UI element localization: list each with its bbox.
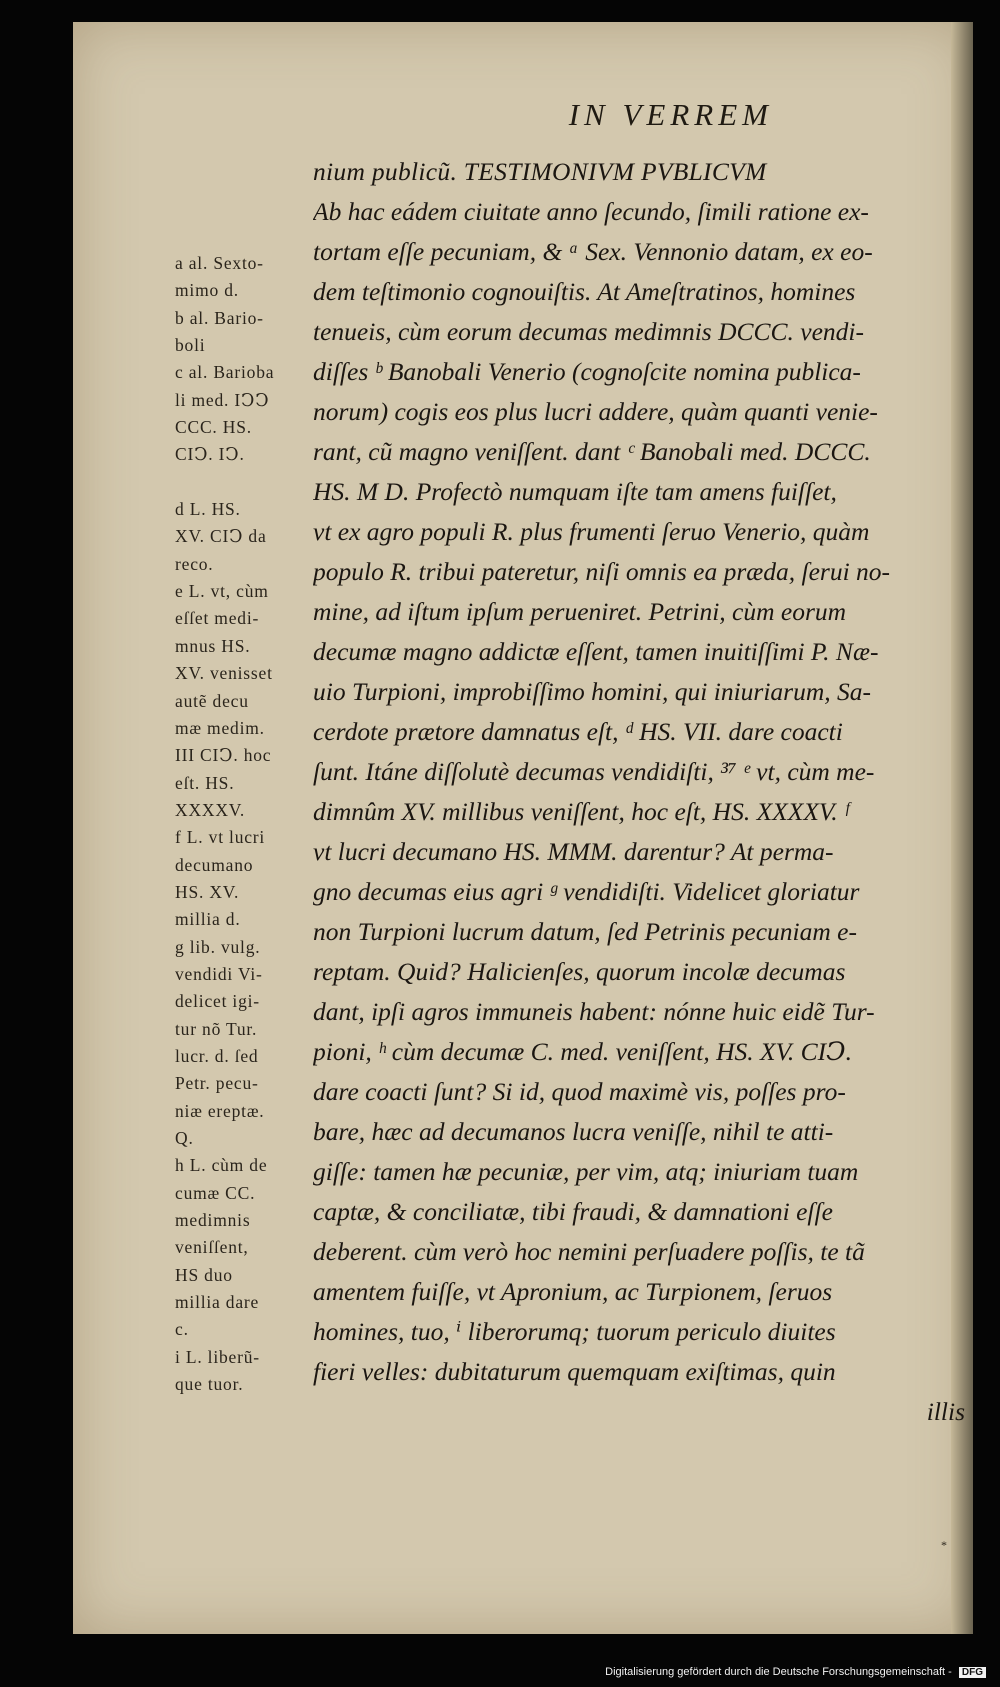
text-line: bare, hæc ad decumanos lucra veniſſe, nihil te atti- xyxy=(313,1117,834,1146)
credit-text: Digitalisierung gefördert durch die Deutsche Forschungsgemeinschaft - xyxy=(605,1666,952,1678)
margin-note-line: mnus HS. xyxy=(175,635,251,656)
text-line: dant, ipſi agros immuneis habent: nónne huic eidẽ Tur- xyxy=(313,997,875,1026)
margin-note-line: decumano xyxy=(175,854,254,875)
text-line: homines, tuo, ⁱ liberorumq; tuorum periculo diuites xyxy=(313,1317,836,1346)
margin-note-line: Q. xyxy=(175,1128,194,1148)
text-line: amentem fuiſſe, vt Apronium, ac Turpionem, ſeruos xyxy=(313,1277,833,1306)
margin-note-line: a al. Sexto- xyxy=(175,253,264,273)
margin-note-line: vendidi Vi- xyxy=(175,963,263,984)
dfg-logo: DFG xyxy=(959,1667,986,1678)
margin-note-line: i L. liberũ- xyxy=(175,1346,260,1367)
margin-note-line: eſt. HS. xyxy=(175,772,235,793)
text-line: mine, ad iſtum ipſum perueniret. Petrini, cùm eorum xyxy=(313,597,847,626)
margin-note-line: CIↃ. IↃ. xyxy=(175,444,245,465)
margin-note-line: boli xyxy=(175,335,206,356)
text-line: decumæ magno addictæ eſſent, tamen inuitiſſimi P. Næ- xyxy=(313,637,879,666)
margin-note-line: c. xyxy=(175,1319,189,1340)
margin-note-line: autẽ decu xyxy=(175,690,249,711)
text-line: dem teſtimonio cognouiſtis. At Ameſtratinos, homines xyxy=(313,277,856,306)
margin-note-line: mimo d. xyxy=(175,280,239,301)
margin-note-line: HS. XV. xyxy=(175,881,240,902)
margin-note-line: XXXXV. xyxy=(175,799,246,820)
margin-note-line: d L. HS. xyxy=(175,499,241,520)
running-header: IN VERREM xyxy=(568,97,773,132)
book-page xyxy=(73,22,973,1634)
text-line: tenueis, cùm eorum decumas medimnis DCCC. vendi- xyxy=(313,317,864,346)
text-line: uio Turpioni, improbiſſimo homini, qui iniuriarum, Sa- xyxy=(313,677,871,706)
margin-note-line: e L. vt, cùm xyxy=(175,581,269,602)
text-line: diſſes ᵇ Banobali Venerio (cognoſcite nomina publica- xyxy=(313,357,861,386)
text-line: dimnûm XV. millibus veniſſent, hoc eſt, HS. XXXXV. ᶠ xyxy=(313,797,849,826)
margin-note-line: mæ medim. xyxy=(175,717,265,738)
text-line: gno decumas eius agri ᵍ vendidiſti. Videlicet gloriatur xyxy=(313,877,860,906)
text-line: populo R. tribui pateretur, niſi omnis ea præda, ſerui no- xyxy=(313,557,891,586)
main-text-block xyxy=(313,152,973,1432)
margin-note-line: tur nõ Tur. xyxy=(175,1018,258,1039)
margin-note-line: eſſet medi- xyxy=(175,608,260,629)
margin-note-line: que tuor. xyxy=(175,1374,244,1395)
text-line: non Turpioni lucrum datum, ſed Petrinis pecuniam e- xyxy=(313,917,857,946)
margin-note-line: XV. CIↃ da xyxy=(175,526,267,547)
text-line: HS. M D. Profectò numquam iſte tam amens fuiſſet, xyxy=(313,477,837,506)
text-line: cerdote prætore damnatus eſt, ᵈ HS. VII. dare coacti xyxy=(313,717,843,746)
text-line: dare coacti ſunt? Si id, quod maximè vis, poſſes pro- xyxy=(313,1077,846,1106)
margin-note-line: Petr. pecu- xyxy=(175,1073,259,1094)
margin-note-line: veniſſent, xyxy=(175,1237,249,1258)
margin-note-line: b al. Bario- xyxy=(175,307,264,328)
text-line: captæ, & conciliatæ, tibi fraudi, & damnationi eſſe xyxy=(313,1197,833,1226)
margin-note-line: li med. IↃↃ xyxy=(175,389,270,410)
margin-note-line: cumæ CC. xyxy=(175,1182,256,1203)
margin-note-line: delicet igi- xyxy=(175,991,260,1012)
text-line: norum) cogis eos plus lucri addere, quàm quanti venie- xyxy=(313,397,878,426)
margin-note-line: CCC. HS. xyxy=(175,417,252,438)
margin-note-line: millia dare xyxy=(175,1292,260,1313)
text-line: ſunt. Itáne diſſolutè decumas vendidiſti, ³⁷ ᵉ vt, cùm me- xyxy=(313,757,875,786)
text-line: vt lucri decumano HS. MMM. darentur? At perma- xyxy=(313,837,834,866)
margin-note-line xyxy=(175,469,320,496)
text-line: illis xyxy=(926,1397,965,1426)
text-line: fieri velles: dubitaturum quemquam exiſtimas, quin xyxy=(313,1357,836,1386)
text-line: tortam eſſe pecuniam, & ᵃ Sex. Vennonio datam, ex eo- xyxy=(313,237,873,266)
margin-note-line: niæ ereptæ. xyxy=(175,1100,265,1121)
text-line: pioni, ʰ cùm decumæ C. med. veniſſent, HS. XV. CIↃ. xyxy=(313,1037,853,1066)
margin-note-line: medimnis xyxy=(175,1210,251,1231)
margin-note-line: lucr. d. ſed xyxy=(175,1045,259,1066)
margin-note-line: XV. venisset xyxy=(175,663,273,684)
margin-note-line: h L. cùm de xyxy=(175,1155,268,1176)
text-line: Ab hac eádem ciuitate anno ſecundo, ſimili ratione ex- xyxy=(313,197,869,226)
margin-note-line: millia d. xyxy=(175,909,241,930)
digitization-credit xyxy=(605,1666,986,1678)
margin-note-line: f L. vt lucri xyxy=(175,827,266,848)
margin-note-line: c al. Barioba xyxy=(175,362,275,383)
marginal-notes xyxy=(175,250,320,1398)
text-line: vt ex agro populi R. plus frumenti ſeruo Venerio, quàm xyxy=(313,517,870,546)
text-line: rant, cũ magno veniſſent. dant ᶜ Banobali med. DCCC. xyxy=(313,437,871,466)
margin-note-line: reco. xyxy=(175,553,214,574)
text-line: deberent. cùm verò hoc nemini perſuadere poſſis, te tã xyxy=(313,1237,865,1266)
text-line: giſſe: tamen hæ pecuniæ, per vim, atq; iniuriam tuam xyxy=(313,1157,859,1186)
text-line: reptam. Quid? Halicienſes, quorum incolæ decumas xyxy=(313,957,846,986)
margin-note-line: g lib. vulg. xyxy=(175,936,261,957)
text-line: nium publicũ. TESTIMONIVM PVBLICVM xyxy=(313,157,767,186)
margin-note-line: HS duo xyxy=(175,1264,233,1285)
margin-note-line: III CIↃ. hoc xyxy=(175,745,272,766)
ornament-mark: * xyxy=(941,1538,947,1552)
